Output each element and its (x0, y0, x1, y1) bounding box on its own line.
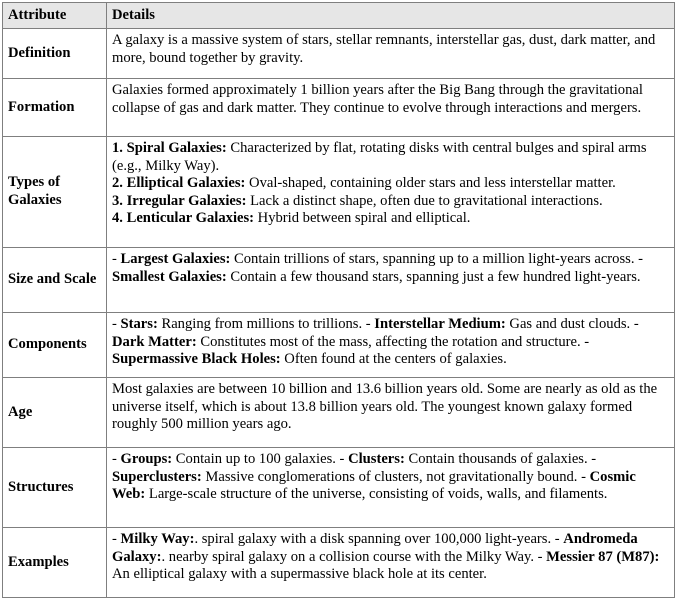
detail-text: Characterized by flat, rotating disks with central bulges and spiral arms (e.g., Milky Way). (112, 140, 647, 174)
detail-term: Messier 87 (M87): (546, 548, 660, 565)
details-cell (107, 313, 675, 378)
attribute-cell: Components (3, 313, 107, 378)
detail-text: . nearby spiral galaxy on a collision course with the Milky Way. - (161, 548, 547, 565)
detail-text: Constitutes most of the mass, affecting the rotation and structure. - (196, 333, 590, 350)
table-row (3, 528, 675, 598)
detail-text: . spiral galaxy with a disk spanning over 100,000 light-years. - (194, 531, 564, 547)
table-row (3, 137, 675, 248)
detail-term: 3. Irregular Galaxies: (112, 192, 247, 209)
details-cell (107, 79, 675, 137)
header-details: Details (107, 3, 675, 29)
details-cell (107, 528, 675, 598)
table-row (3, 378, 675, 448)
table-row (3, 313, 675, 378)
attribute-cell: Examples (3, 528, 107, 598)
detail-text: Contain a few thousand stars, spanning just a few hundred light-years. (226, 268, 641, 285)
detail-text: - (112, 531, 121, 547)
detail-term: 4. Lenticular Galaxies: (112, 210, 255, 227)
table-row (3, 29, 675, 79)
detail-text: Contain trillions of stars, spanning up to a million light-years across. - (230, 251, 643, 267)
details-cell (107, 137, 675, 248)
detail-term: Stars: (120, 316, 158, 332)
detail-term: 2. Elliptical Galaxies: (112, 175, 246, 192)
detail-term: Cosmic Web: (112, 468, 636, 503)
table-header (3, 3, 675, 29)
detail-text: - (112, 316, 121, 332)
detail-text: - (112, 451, 121, 467)
detail-text: A galaxy is a massive system of stars, stellar remnants, interstellar gas, dust, dark matter, and more, bound together by gravity. (112, 32, 656, 66)
detail-text: Gas and dust clouds. - (505, 316, 639, 332)
detail-term: Groups: (120, 451, 173, 467)
detail-text: Large-scale structure of the universe, consisting of voids, walls, and filaments. (145, 486, 608, 503)
detail-term: Largest Galaxies: (120, 251, 231, 267)
detail-text: Contain thousands of galaxies. - (404, 451, 597, 467)
attribute-cell: Formation (3, 79, 107, 137)
galaxy-attributes-table (2, 2, 675, 598)
detail-text: Galaxies formed approximately 1 billion years after the Big Bang through the gravitational collapse of gas and dark matter. They continue to evolve through interactions and mergers. (112, 82, 643, 116)
detail-text: An elliptical galaxy with a supermassive black hole at its center. (112, 566, 487, 583)
table-row (3, 248, 675, 313)
detail-text: Ranging from millions to trillions. - (157, 316, 375, 332)
detail-text: Massive conglomerations of clusters, not gravitationally bound. - (201, 468, 590, 485)
detail-term: Andromeda Galaxy: (112, 531, 638, 565)
detail-term: Smallest Galaxies: (112, 268, 227, 285)
details-cell (107, 448, 675, 528)
table-row (3, 79, 675, 137)
details-cell (107, 248, 675, 313)
detail-text: Contain up to 100 galaxies. - (172, 451, 349, 467)
table-row (3, 448, 675, 528)
attribute-cell: Age (3, 378, 107, 448)
header-row (3, 3, 675, 29)
details-cell (107, 378, 675, 448)
detail-text: Often found at the centers of galaxies. (280, 351, 507, 368)
detail-text: Lack a distinct shape, often due to gravitational interactions. (246, 192, 603, 209)
header-attribute: Attribute (3, 3, 107, 29)
details-cell (107, 29, 675, 79)
detail-text: Hybrid between spiral and elliptical. (254, 210, 471, 227)
detail-term: Clusters: (348, 451, 405, 467)
detail-text: - (112, 251, 121, 267)
detail-text: Most galaxies are between 10 billion and 13.6 billion years old. Some are nearly as old as the universe itself, which is about 13.8 billion years old. The youngest known galaxy formed roughly 500 million years ago. (112, 381, 658, 433)
detail-term: Interstellar Medium: (374, 316, 506, 332)
detail-term: 1. Spiral Galaxies: (112, 140, 227, 156)
detail-term: Supermassive Black Holes: (112, 351, 281, 368)
attribute-cell: Structures (3, 448, 107, 528)
detail-text: Oval-shaped, containing older stars and less interstellar matter. (245, 175, 616, 192)
attribute-cell: Size and Scale (3, 248, 107, 313)
attribute-cell: Definition (3, 29, 107, 79)
detail-term: Milky Way: (120, 531, 195, 547)
detail-term: Dark Matter: (112, 333, 197, 350)
detail-term: Superclusters: (112, 468, 202, 485)
table-body (3, 29, 675, 598)
attribute-cell: Types of Galaxies (3, 137, 107, 248)
